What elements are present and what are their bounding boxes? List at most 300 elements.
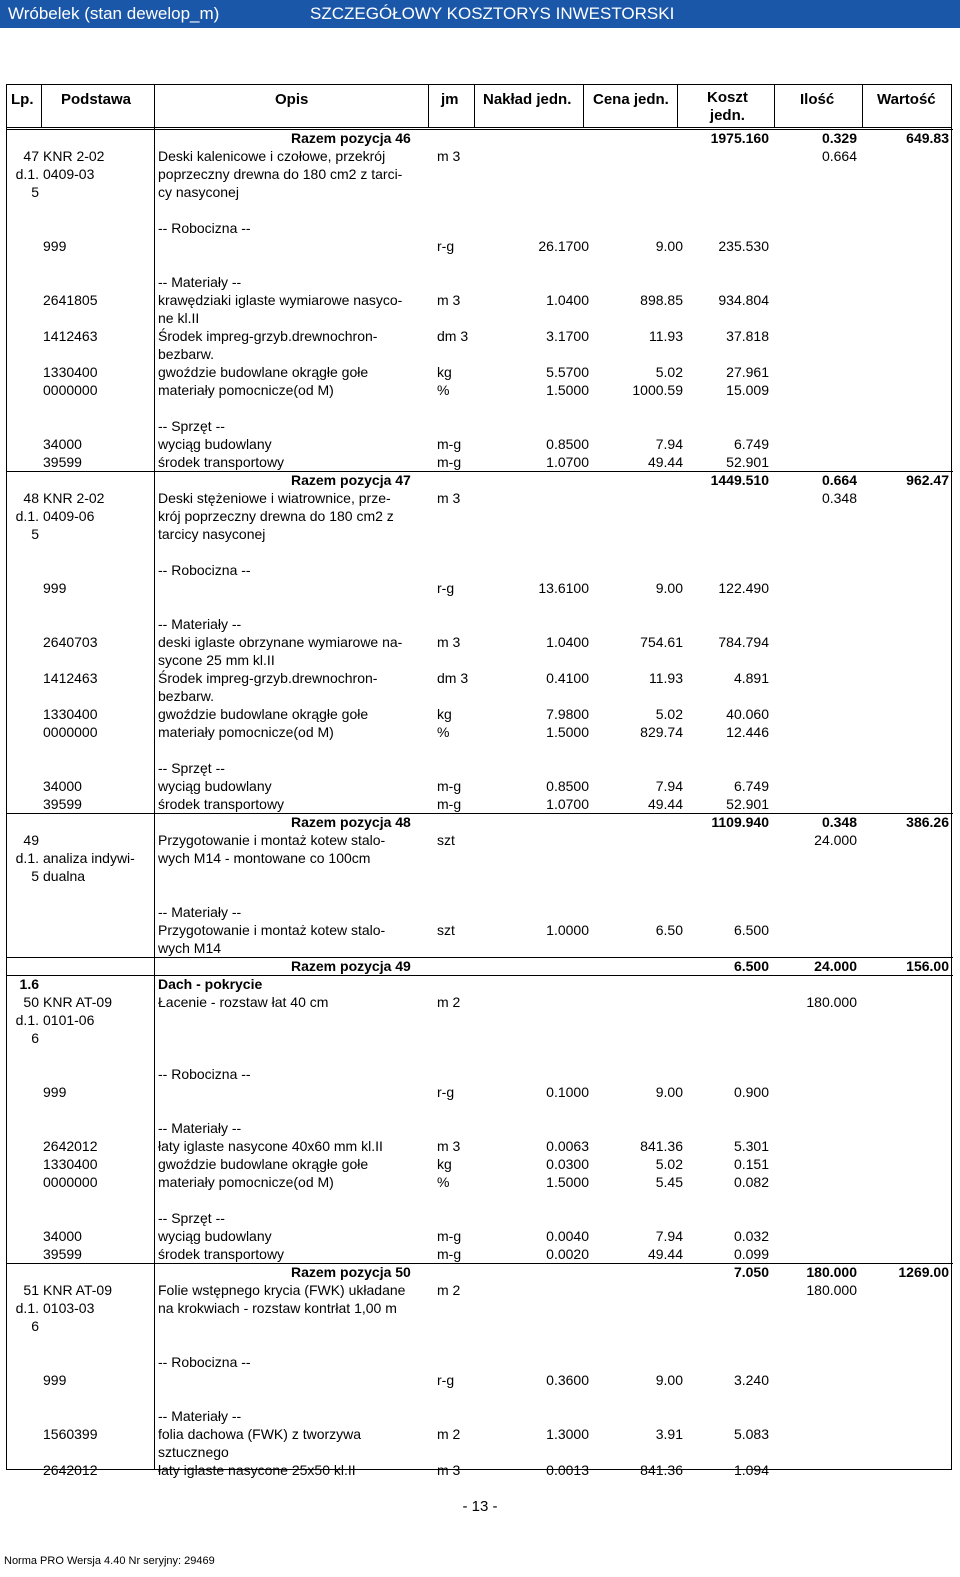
cell-koszt: 15.009 (726, 382, 769, 398)
cell-cena: 5.02 (655, 364, 683, 380)
table-row (7, 165, 953, 183)
col-jm: jm (441, 91, 459, 108)
cell-jm: m-g (437, 454, 462, 470)
table-row (7, 219, 953, 237)
cell-jm: kg (437, 706, 452, 722)
cell-cena: 5.02 (655, 1156, 683, 1172)
cell-naklad: 1.0000 (546, 922, 589, 938)
cell-naklad: 0.4100 (546, 670, 589, 686)
col-opis: Opis (275, 91, 309, 108)
cell-opis: Środek impreg-grzyb.drewnochron- (158, 328, 378, 344)
cell-wartosc: 386.26 (906, 814, 949, 830)
table-row (7, 525, 953, 543)
table-row (7, 1425, 953, 1443)
cell-opis: wyciąg budowlany (158, 436, 272, 452)
table-row (7, 1065, 953, 1083)
cell-podstawa: 0409-03 (43, 166, 95, 182)
table-row (7, 561, 953, 579)
cell-koszt: 27.961 (726, 364, 769, 380)
cell-ilosc: 0.664 (821, 472, 857, 488)
cell-podstawa: 0409-06 (43, 508, 95, 524)
cell-naklad: 0.0300 (546, 1156, 589, 1172)
table-row (7, 1299, 953, 1317)
cell-ilosc: 24.000 (814, 832, 857, 848)
cell-ilosc: 180.000 (806, 1282, 857, 1298)
summary-label: Razem pozycja 49 (291, 958, 411, 974)
cell-koszt: 40.060 (726, 706, 769, 722)
cell-jm: szt (437, 922, 455, 938)
summary-row (7, 471, 953, 489)
cell-podstawa: 2640703 (43, 634, 98, 650)
cell-jm: m 3 (437, 634, 461, 650)
cell-opis: -- Robocizna -- (158, 1354, 251, 1370)
cell-naklad: 26.1700 (538, 238, 589, 254)
summary-label: Razem pozycja 46 (291, 130, 411, 146)
table-row (7, 867, 953, 885)
cell-opis: środek transportowy (158, 1246, 285, 1262)
table-row (7, 579, 953, 597)
table-row (7, 1029, 953, 1047)
cell-cena: 11.93 (649, 328, 683, 344)
cell-naklad: 0.1000 (546, 1084, 589, 1100)
cell-ilosc: 24.000 (814, 958, 857, 974)
cell-opis: łaty iglaste nasycone 40x60 mm kl.II (158, 1138, 383, 1154)
cell-jm: dm 3 (437, 328, 469, 344)
cell-opis: środek transportowy (158, 796, 285, 812)
cell-jm: m 2 (437, 1426, 461, 1442)
cell-naklad: 1.5000 (546, 382, 589, 398)
table-row (7, 1407, 953, 1425)
cell-opis: Deski kalenicowe i czołowe, przekrój (158, 148, 386, 164)
cell-podstawa: 2642012 (43, 1138, 98, 1154)
summary-row (7, 957, 953, 975)
cell-wartosc: 649.83 (906, 130, 949, 146)
cell-jm: r-g (437, 238, 455, 254)
cell-cena: 9.00 (655, 1084, 683, 1100)
summary-label: Razem pozycja 48 (291, 814, 411, 830)
cell-koszt: 0.099 (733, 1246, 769, 1262)
table-row (7, 1209, 953, 1227)
cell-jm: m-g (437, 778, 462, 794)
cell-lp: 6 (31, 1030, 39, 1046)
cell-lp: 5 (31, 526, 39, 542)
cell-cena: 841.36 (640, 1138, 683, 1154)
cell-podstawa: 39599 (43, 454, 82, 470)
cell-opis: materiały pomocnicze(od M) (158, 724, 334, 740)
cell-podstawa: 39599 (43, 1246, 82, 1262)
cell-opis: -- Sprzęt -- (158, 760, 225, 776)
cell-naklad: 5.5700 (546, 364, 589, 380)
cell-opis: materiały pomocnicze(od M) (158, 382, 334, 398)
cell-podstawa: 34000 (43, 436, 82, 452)
cell-koszt: 12.446 (726, 724, 769, 740)
cell-opis: Przygotowanie i montaż kotew stalo- (158, 832, 386, 848)
table-row (7, 417, 953, 435)
cell-opis: cy nasyconej (158, 184, 239, 200)
cell-podstawa: 0000000 (43, 382, 98, 398)
cell-jm: dm 3 (437, 670, 469, 686)
cell-podstawa: 34000 (43, 778, 82, 794)
cell-ilosc: 180.000 (806, 994, 857, 1010)
table-row (7, 327, 953, 345)
page-header (0, 0, 960, 28)
cell-jm: kg (437, 364, 452, 380)
cell-podstawa: KNR 2-02 (43, 148, 105, 164)
cell-cena: 49.44 (647, 454, 683, 470)
cell-podstawa: 1330400 (43, 364, 98, 380)
cell-podstawa: 999 (43, 1084, 67, 1100)
cell-koszt: 7.050 (733, 1264, 769, 1280)
table-header (7, 85, 951, 128)
table-row (7, 1173, 953, 1191)
cell-opis: -- Robocizna -- (158, 1066, 251, 1082)
cell-koszt: 122.490 (718, 580, 769, 596)
cell-ilosc: 180.000 (806, 1264, 857, 1280)
table-row (7, 1119, 953, 1137)
table-row (7, 1371, 953, 1389)
col-koszt: Koszt jedn. (707, 89, 748, 124)
cell-podstawa: 0103-03 (43, 1300, 95, 1316)
cell-jm: m-g (437, 1228, 462, 1244)
cell-opis: bezbarw. (158, 688, 215, 704)
cost-estimate-table (6, 84, 952, 1478)
cell-opis: Deski stężeniowe i wiatrownice, prze- (158, 490, 391, 506)
table-row (7, 1245, 953, 1263)
table-row (7, 1101, 953, 1119)
cell-lp: d.1. (15, 850, 39, 866)
cell-podstawa: 2642012 (43, 1462, 98, 1478)
cell-jm: m-g (437, 436, 462, 452)
cell-lp: 49 (23, 832, 39, 848)
cell-lp: 51 (23, 1282, 39, 1298)
cell-ilosc: 0.664 (821, 148, 857, 164)
table-row (7, 777, 953, 795)
cell-lp: 50 (23, 994, 39, 1010)
section-row (7, 975, 953, 993)
cell-cena: 9.00 (655, 1372, 683, 1388)
table-row (7, 1011, 953, 1029)
table-row (7, 921, 953, 939)
cell-podstawa: KNR 2-02 (43, 490, 105, 506)
cell-opis: krawędziaki iglaste wymiarowe nasyco- (158, 292, 403, 308)
cell-jm: % (437, 382, 450, 398)
cell-naklad: 0.8500 (546, 436, 589, 452)
cell-opis: -- Sprzęt -- (158, 1210, 225, 1226)
cell-opis: na krokwiach - rozstaw kontrłat 1,00 m (158, 1300, 397, 1316)
cell-podstawa: 0101-06 (43, 1012, 95, 1028)
cell-naklad: 13.6100 (538, 580, 589, 596)
table-row (7, 669, 953, 687)
cell-opis: Środek impreg-grzyb.drewnochron- (158, 670, 378, 686)
cell-koszt: 0.151 (733, 1156, 769, 1172)
table-row (7, 849, 953, 867)
cell-opis: folia dachowa (FWK) z tworzywa (158, 1426, 362, 1442)
cell-jm: m 3 (437, 148, 461, 164)
cell-lp: 1.6 (19, 976, 39, 992)
project-name: Wróbelek (stan dewelop_m) (8, 4, 220, 23)
cell-podstawa: 1412463 (43, 670, 98, 686)
cell-naklad: 7.9800 (546, 706, 589, 722)
cell-podstawa: KNR AT-09 (43, 994, 112, 1010)
table-row (7, 705, 953, 723)
table-row (7, 795, 953, 813)
table-row (7, 1281, 953, 1299)
cell-naklad: 1.3000 (546, 1426, 589, 1442)
cell-wartosc: 156.00 (906, 958, 949, 974)
page-number: - 13 - (462, 1498, 498, 1515)
cell-wartosc: 962.47 (906, 472, 949, 488)
cell-opis: sztucznego (158, 1444, 229, 1460)
cell-jm: m-g (437, 796, 462, 812)
cell-naklad: 0.8500 (546, 778, 589, 794)
cell-cena: 3.91 (655, 1426, 683, 1442)
table-row (7, 399, 953, 417)
cell-naklad: 3.1700 (546, 328, 589, 344)
cell-jm: r-g (437, 580, 455, 596)
software-footer: Norma PRO Wersja 4.40 Nr seryjny: 29469 (4, 1555, 215, 1567)
cell-koszt: 52.901 (726, 454, 769, 470)
cell-koszt: 1.094 (733, 1462, 769, 1478)
cell-podstawa: 1560399 (43, 1426, 98, 1442)
table-row (7, 741, 953, 759)
cell-cena: 7.94 (655, 436, 683, 452)
table-row (7, 507, 953, 525)
table-row (7, 759, 953, 777)
table-row (7, 147, 953, 165)
summary-label: Razem pozycja 50 (291, 1264, 411, 1280)
table-row (7, 453, 953, 471)
table-row (7, 723, 953, 741)
cell-jm: r-g (437, 1372, 455, 1388)
cell-opis: łaty iglaste nasycone 25x50 kl.II (158, 1462, 356, 1478)
cell-opis: ne kl.II (158, 310, 200, 326)
cell-opis: -- Materiały -- (158, 1408, 242, 1424)
cell-opis: -- Materiały -- (158, 1120, 242, 1136)
cell-opis: wyciąg budowlany (158, 778, 272, 794)
cell-koszt: 5.083 (733, 1426, 769, 1442)
table-row (7, 633, 953, 651)
table-row (7, 489, 953, 507)
cell-cena: 7.94 (655, 1228, 683, 1244)
cell-naklad: 0.0063 (546, 1138, 589, 1154)
cell-podstawa: 0000000 (43, 724, 98, 740)
cell-jm: kg (437, 1156, 452, 1172)
cell-podstawa: KNR AT-09 (43, 1282, 112, 1298)
cell-koszt: 0.082 (733, 1174, 769, 1190)
table-row (7, 1047, 953, 1065)
cell-koszt: 37.818 (726, 328, 769, 344)
cell-cena: 841.36 (640, 1462, 683, 1478)
cell-opis: tarcicy nasyconej (158, 526, 266, 542)
table-row (7, 543, 953, 561)
col-wartosc: Wartość (877, 91, 936, 108)
table-row (7, 345, 953, 363)
cell-cena: 829.74 (640, 724, 683, 740)
cell-cena: 49.44 (647, 1246, 683, 1262)
cell-opis: Folie wstępnego krycia (FWK) układane (158, 1282, 406, 1298)
cell-lp: 5 (31, 184, 39, 200)
cell-lp: d.1. (15, 166, 39, 182)
table-row (7, 903, 953, 921)
table-row (7, 1155, 953, 1173)
table-row (7, 1389, 953, 1407)
table-row (7, 273, 953, 291)
cell-koszt: 934.804 (718, 292, 769, 308)
cell-wartosc: 1269.00 (898, 1264, 949, 1280)
cell-jm: szt (437, 832, 455, 848)
table-row (7, 1461, 953, 1479)
cell-ilosc: 0.348 (821, 814, 857, 830)
cell-podstawa: 1330400 (43, 706, 98, 722)
cell-jm: m 2 (437, 994, 461, 1010)
cell-podstawa: 1330400 (43, 1156, 98, 1172)
cell-ilosc: 0.329 (821, 130, 857, 146)
cell-opis: -- Sprzęt -- (158, 418, 225, 434)
cell-podstawa: 999 (43, 1372, 67, 1388)
cell-koszt: 5.301 (733, 1138, 769, 1154)
cell-opis: -- Materiały -- (158, 274, 242, 290)
cell-naklad: 0.0020 (546, 1246, 589, 1262)
cell-koszt: 0.900 (733, 1084, 769, 1100)
table-row (7, 1227, 953, 1245)
table-row (7, 183, 953, 201)
cell-opis: wych M14 (158, 940, 222, 956)
cell-koszt: 6.749 (733, 778, 769, 794)
cell-cena: 9.00 (655, 238, 683, 254)
cell-koszt: 235.530 (718, 238, 769, 254)
cell-opis: Dach - pokrycie (158, 976, 263, 992)
col-podstawa: Podstawa (61, 91, 132, 108)
cell-jm: m 2 (437, 1282, 461, 1298)
cell-koszt: 6.500 (733, 922, 769, 938)
cell-cena: 1000.59 (632, 382, 683, 398)
cell-opis: bezbarw. (158, 346, 215, 362)
cell-cena: 754.61 (640, 634, 683, 650)
cell-opis: środek transportowy (158, 454, 285, 470)
cell-cena: 898.85 (640, 292, 683, 308)
cell-naklad: 0.0040 (546, 1228, 589, 1244)
cell-podstawa: 34000 (43, 1228, 82, 1244)
table-row (7, 363, 953, 381)
table-row (7, 1317, 953, 1335)
table-row (7, 291, 953, 309)
summary-row (7, 129, 953, 147)
cell-opis: -- Robocizna -- (158, 220, 251, 236)
cell-opis: sycone 25 mm kl.II (158, 652, 275, 668)
table-row (7, 939, 953, 957)
table-row (7, 885, 953, 903)
cell-naklad: 1.0400 (546, 634, 589, 650)
cell-naklad: 1.5000 (546, 1174, 589, 1190)
cell-koszt: 0.032 (733, 1228, 769, 1244)
cell-lp: d.1. (15, 1012, 39, 1028)
cell-jm: m 3 (437, 490, 461, 506)
cell-lp: d.1. (15, 1300, 39, 1316)
cell-lp: 6 (31, 1318, 39, 1334)
cell-cena: 5.45 (655, 1174, 683, 1190)
cell-opis: -- Robocizna -- (158, 562, 251, 578)
cell-cena: 9.00 (655, 580, 683, 596)
cell-ilosc: 0.348 (821, 490, 857, 506)
cell-podstawa: 39599 (43, 796, 82, 812)
cell-opis: wych M14 - montowane co 100cm (158, 850, 371, 866)
cell-naklad: 0.3600 (546, 1372, 589, 1388)
summary-row (7, 1263, 953, 1281)
cell-opis: gwoździe budowlane okrągłe gołe (158, 706, 369, 722)
cell-podstawa: 999 (43, 580, 67, 596)
col-naklad: Nakład jedn. (483, 91, 572, 108)
cell-jm: m 3 (437, 292, 461, 308)
cell-opis: Przygotowanie i montaż kotew stalo- (158, 922, 386, 938)
col-lp: Lp. (11, 91, 34, 108)
table-row (7, 1335, 953, 1353)
table-row (7, 255, 953, 273)
cell-opis: Łacenie - rozstaw łat 40 cm (158, 994, 329, 1010)
cell-cena: 5.02 (655, 706, 683, 722)
col-cena: Cena jedn. (593, 91, 669, 108)
table-row (7, 993, 953, 1011)
cell-lp: 47 (23, 148, 39, 164)
cell-koszt: 1449.510 (710, 472, 769, 488)
cell-opis: -- Materiały -- (158, 904, 242, 920)
cell-jm: m 3 (437, 1138, 461, 1154)
table-row (7, 1443, 953, 1461)
cell-podstawa: 0000000 (43, 1174, 98, 1190)
cell-naklad: 1.5000 (546, 724, 589, 740)
table-row (7, 597, 953, 615)
cell-opis: materiały pomocnicze(od M) (158, 1174, 334, 1190)
table-row (7, 615, 953, 633)
cell-jm: r-g (437, 1084, 455, 1100)
cell-opis: deski iglaste obrzynane wymiarowe na- (158, 634, 403, 650)
cell-naklad: 0.0013 (546, 1462, 589, 1478)
table-row (7, 381, 953, 399)
cell-podstawa: dualna (43, 868, 86, 884)
cell-naklad: 1.0700 (546, 796, 589, 812)
table-row (7, 1353, 953, 1371)
cell-lp: 5 (31, 868, 39, 884)
table-row (7, 687, 953, 705)
table-row (7, 1137, 953, 1155)
table-row (7, 651, 953, 669)
cell-koszt: 6.500 (733, 958, 769, 974)
cell-koszt: 784.794 (718, 634, 769, 650)
cell-opis: -- Materiały -- (158, 616, 242, 632)
cell-koszt: 1975.160 (710, 130, 769, 146)
summary-row (7, 813, 953, 831)
cell-koszt: 6.749 (733, 436, 769, 452)
col-ilosc: Ilość (800, 91, 835, 108)
summary-label: Razem pozycja 47 (291, 472, 411, 488)
cell-jm: m 3 (437, 1462, 461, 1478)
cell-podstawa: 2641805 (43, 292, 98, 308)
cell-opis: gwoździe budowlane okrągłe gołe (158, 1156, 369, 1172)
table-row (7, 435, 953, 453)
cell-opis: krój poprzeczny drewna do 180 cm2 z (158, 508, 394, 524)
cell-cena: 7.94 (655, 778, 683, 794)
table-row (7, 309, 953, 327)
cell-opis: gwoździe budowlane okrągłe gołe (158, 364, 369, 380)
cell-podstawa: 1412463 (43, 328, 98, 344)
cell-lp: 48 (23, 490, 39, 506)
cell-podstawa: analiza indywi- (43, 850, 135, 866)
cell-cena: 6.50 (655, 922, 683, 938)
table-row (7, 1083, 953, 1101)
cell-opis: poprzeczny drewna do 180 cm2 z tarci- (158, 166, 403, 182)
cell-naklad: 1.0400 (546, 292, 589, 308)
cell-cena: 49.44 (647, 796, 683, 812)
table-row (7, 1191, 953, 1209)
